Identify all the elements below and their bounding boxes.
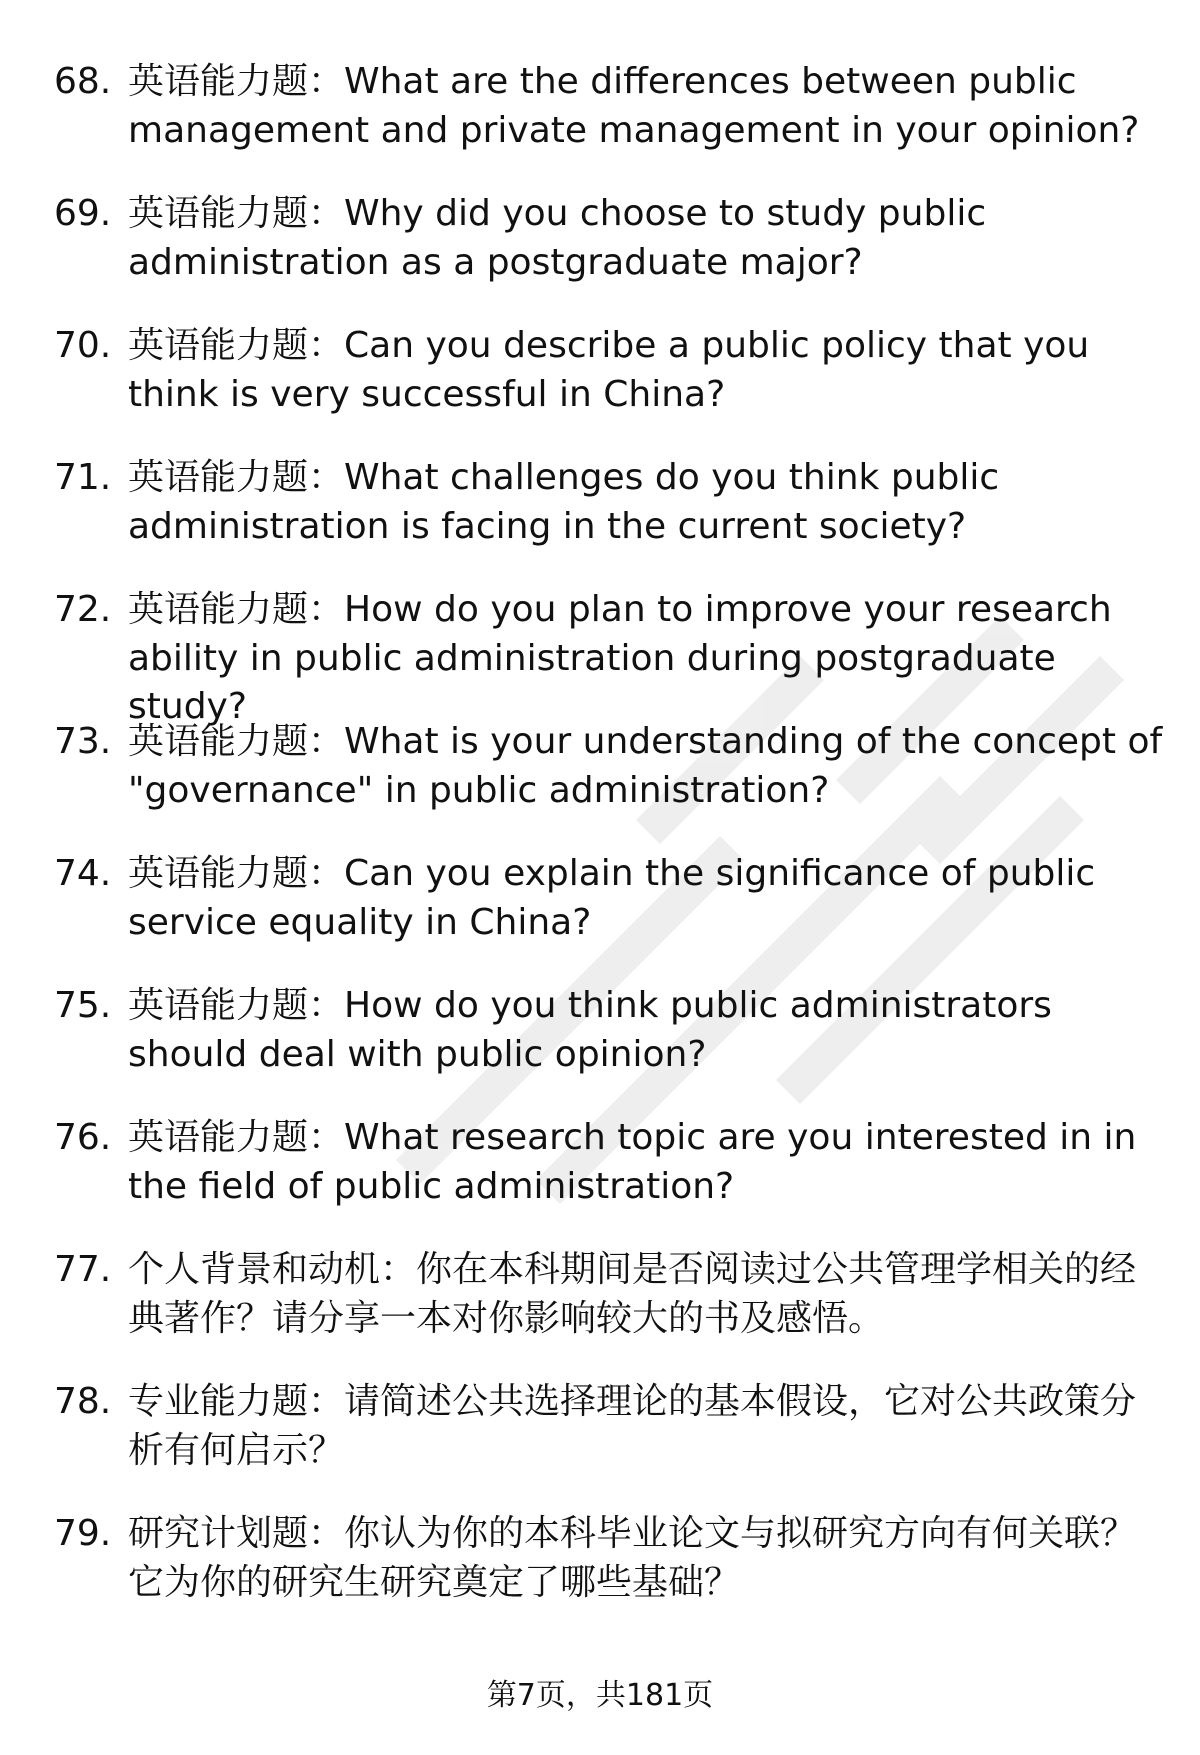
question-list [54,58,1164,1642]
question-item [54,190,1164,287]
question-text: Can you explain the significance of public service equality in China? [128,853,1096,943]
question-item [54,454,1164,551]
question-category: 英语能力题： [128,457,345,498]
question-number: 79. [54,1513,112,1554]
question-category: 英语能力题： [128,721,345,762]
question-text: What challenges do you think public administration is facing in the current society? [128,457,1000,547]
question-category: 英语能力题： [128,1117,345,1158]
question-text: 请简述公共选择理论的基本假设，它对公共政策分析有何启示？ [128,1381,1137,1471]
question-category: 专业能力题： [128,1381,345,1422]
question-text: Can you describe a public policy that you think is very successful in China? [128,325,1090,415]
question-category: 研究计划题： [128,1513,345,1554]
question-item [54,322,1164,419]
question-category: 英语能力题： [128,985,345,1026]
question-number: 78. [54,1381,112,1422]
question-item [54,982,1164,1079]
question-text: Why did you choose to study public administration as a postgraduate major? [128,193,987,283]
question-category: 英语能力题： [128,193,345,234]
question-number: 71. [54,457,112,498]
question-number: 75. [54,985,112,1026]
question-number: 76. [54,1117,112,1158]
question-number: 68. [54,61,112,102]
question-category: 个人背景和动机： [128,1249,417,1290]
question-text: 你在本科期间是否阅读过公共管理学相关的经典著作？请分享一本对你影响较大的书及感悟。 [128,1249,1137,1339]
question-number: 77. [54,1249,112,1290]
question-item [54,1114,1164,1211]
question-item [54,1510,1164,1607]
question-item [54,1246,1164,1343]
question-item [54,58,1164,155]
question-text: What is your understanding of the concept of "governance" in public administration? [128,721,1163,811]
question-text: What research topic are you interested in in the field of public administration? [128,1117,1137,1207]
question-number: 72. [54,589,112,630]
question-text: What are the differences between public management and private management in your opinion? [128,61,1140,151]
question-number: 69. [54,193,112,234]
question-text: 你认为你的本科毕业论文与拟研究方向有何关联？它为你的研究生研究奠定了哪些基础？ [128,1513,1137,1603]
question-number: 70. [54,325,112,366]
question-item [54,850,1164,947]
page-footer: 第7页，共181页 [486,1678,714,1713]
question-number: 73. [54,721,112,762]
question-category: 英语能力题： [128,589,345,630]
question-item [54,718,1164,815]
question-item [54,1378,1164,1475]
question-text: How do you think public administrators should deal with public opinion? [128,985,1052,1075]
question-category: 英语能力题： [128,853,345,894]
question-category: 英语能力题： [128,61,345,102]
question-item [54,586,1164,727]
question-text: How do you plan to improve your research ability in public administration during postgraduate study? [128,589,1112,727]
question-number: 74. [54,853,112,894]
question-category: 英语能力题： [128,325,345,366]
